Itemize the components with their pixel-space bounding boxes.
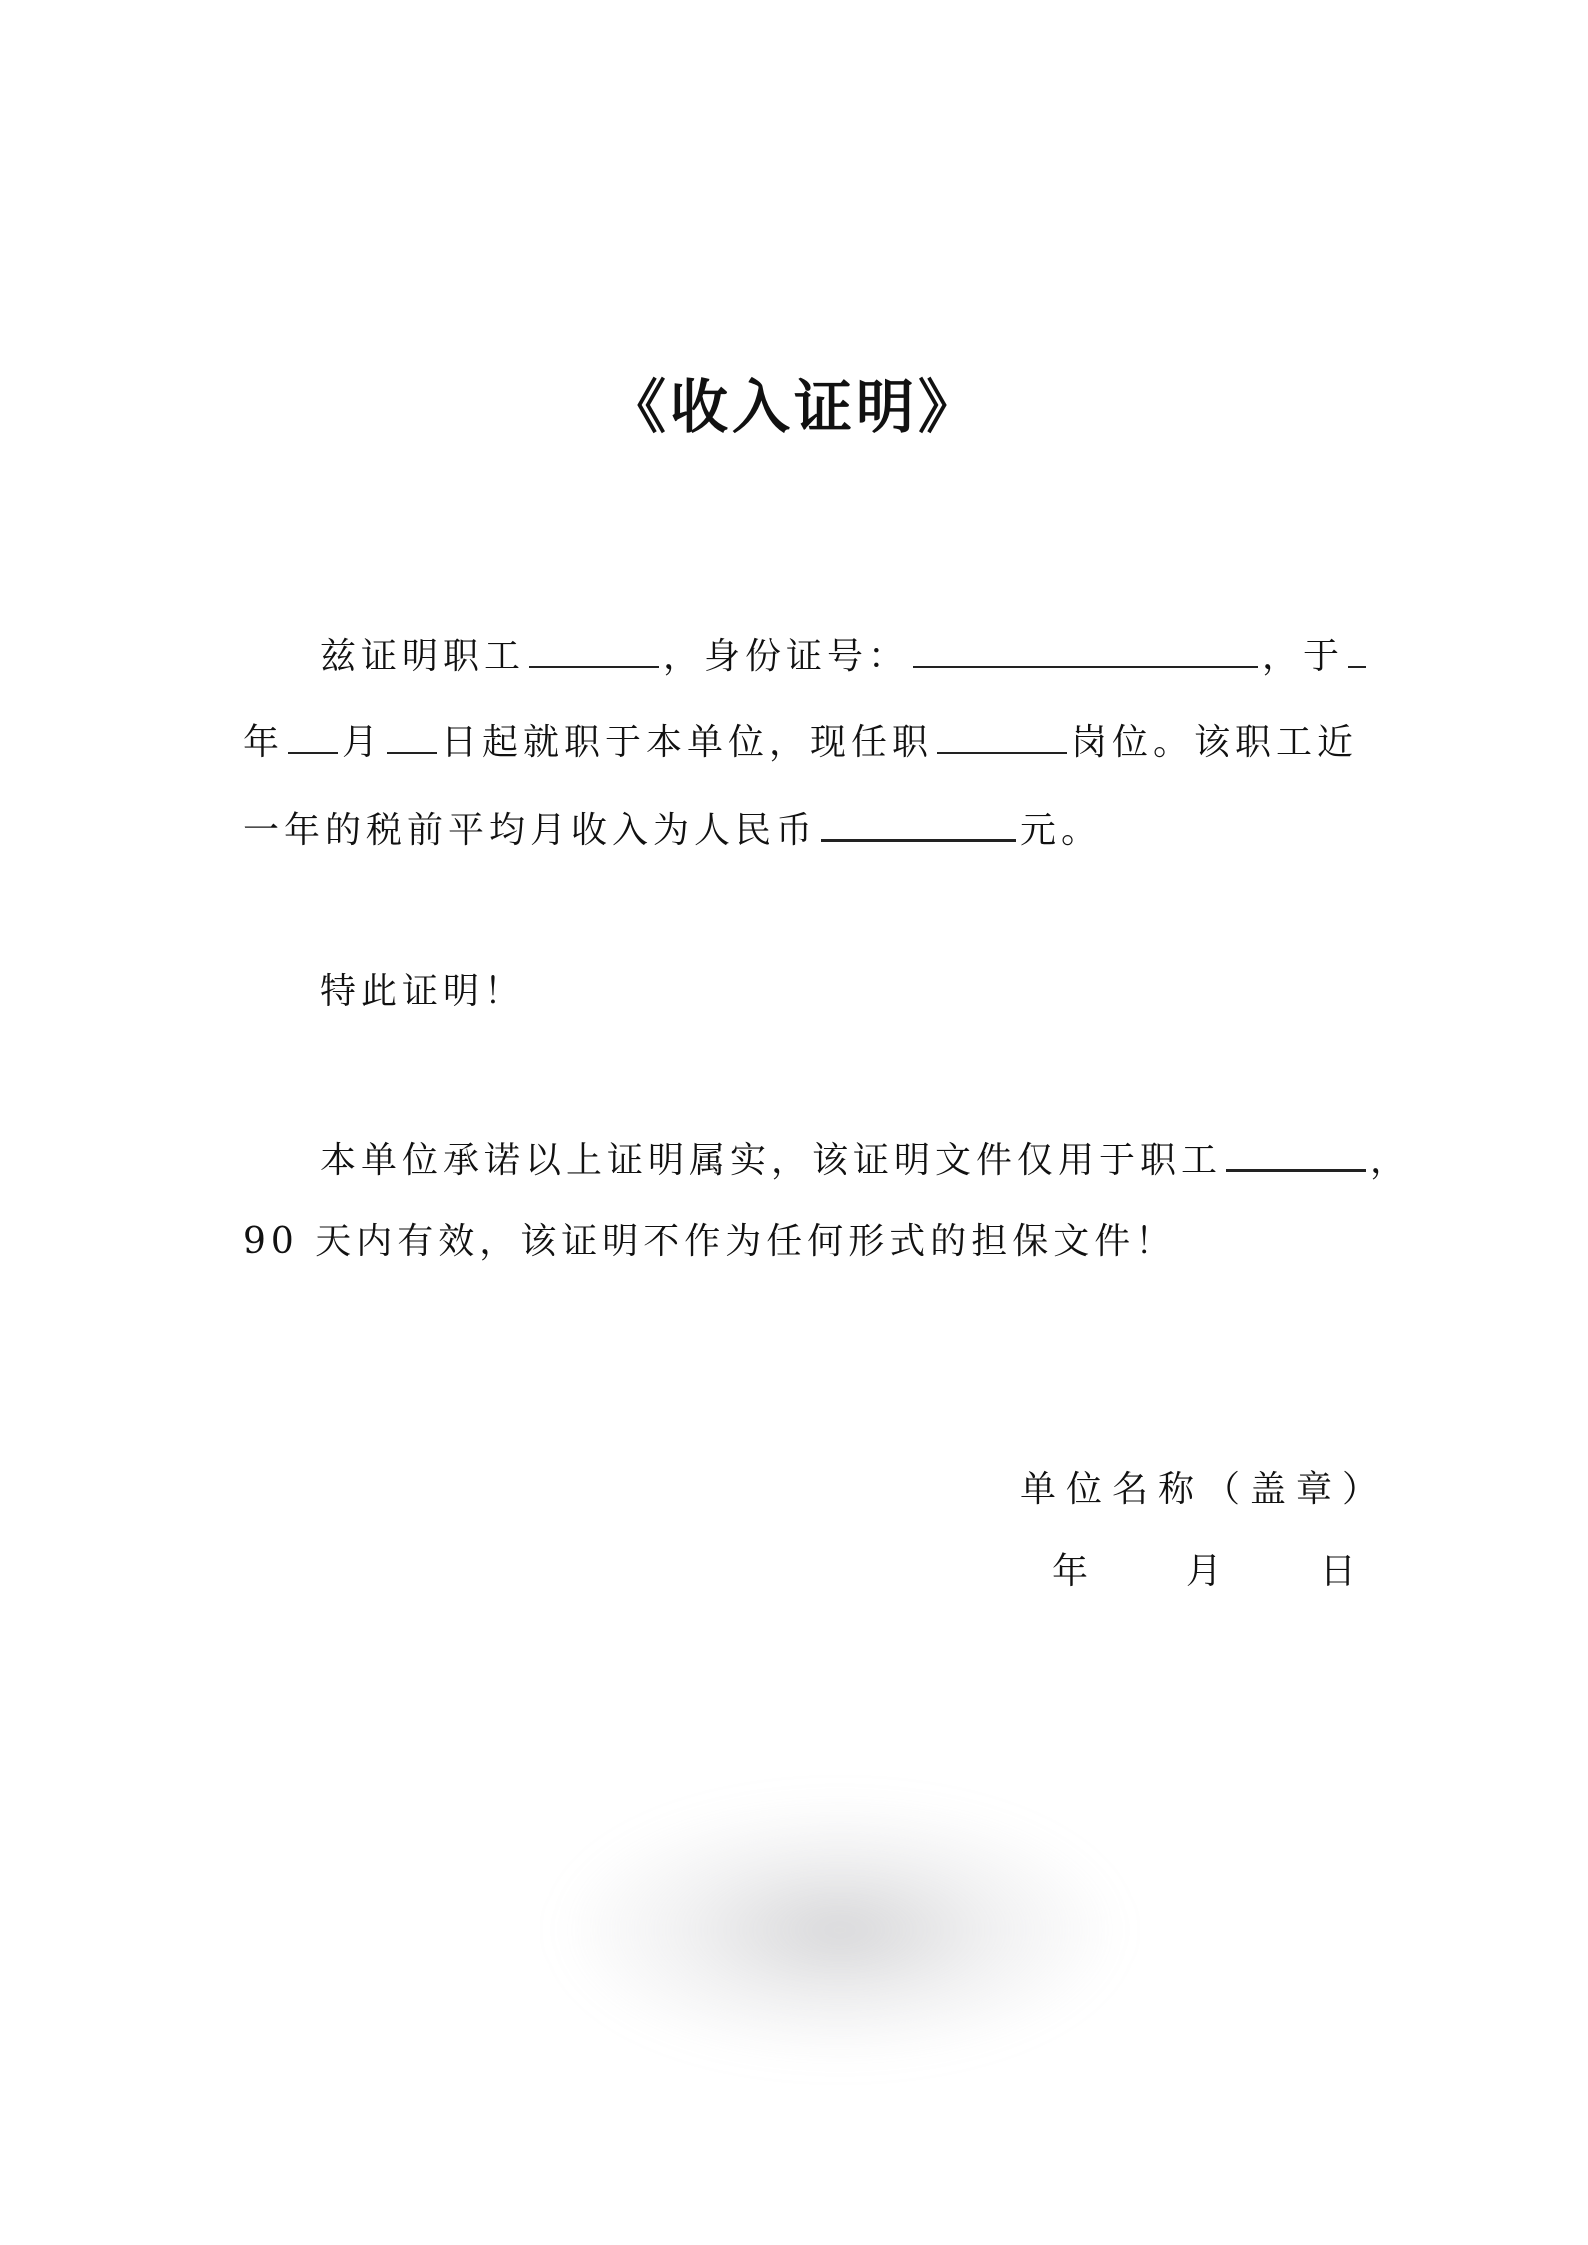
date-year: 年 <box>1052 1551 1094 1592</box>
org-name-stamp: 单位名称（盖章） <box>1020 1469 1389 1510</box>
scan-smudge <box>560 1800 1120 2060</box>
day-blank[interactable] <box>387 718 437 754</box>
text-segment: 兹证明职工 <box>320 636 526 677</box>
text-segment: ，身份证号： <box>663 636 910 677</box>
para1-line2 <box>243 718 1358 765</box>
id-number-blank[interactable] <box>913 632 1258 668</box>
para2-line1 <box>320 1135 1411 1183</box>
position-blank[interactable] <box>937 718 1067 754</box>
year-blank[interactable] <box>1348 632 1366 668</box>
text-segment: ，于 <box>1262 636 1345 677</box>
employee-name-blank[interactable] <box>529 632 659 668</box>
employee-name-blank-2[interactable] <box>1226 1135 1366 1172</box>
text-segment: ， <box>1370 1140 1412 1181</box>
closing-statement: 特此证明！ <box>320 971 526 1012</box>
text-segment: 月 <box>342 722 384 763</box>
text-segment: 岗位。该职工近 <box>1071 722 1359 763</box>
text-segment: 日起就职于本单位，现任职 <box>441 722 934 763</box>
income-blank[interactable] <box>821 805 1016 842</box>
signature-date <box>1052 1550 1361 1594</box>
date-month: 月 <box>1185 1551 1227 1592</box>
month-blank[interactable] <box>288 718 338 754</box>
text-segment: 本单位承诺以上证明属实，该证明文件仅用于职工 <box>320 1140 1223 1181</box>
para1-line3 <box>243 805 1102 853</box>
text-segment: 元。 <box>1020 810 1103 851</box>
para1-line1 <box>320 632 1370 679</box>
document-title: 《收入证明》 <box>607 373 980 441</box>
date-day: 日 <box>1319 1551 1361 1592</box>
para2-line2: 90 天内有效，该证明不作为任何形式的担保文件！ <box>243 1221 1177 1262</box>
text-segment: 一年的税前平均月收入为人民币 <box>243 810 818 851</box>
text-segment: 年 <box>243 722 285 763</box>
